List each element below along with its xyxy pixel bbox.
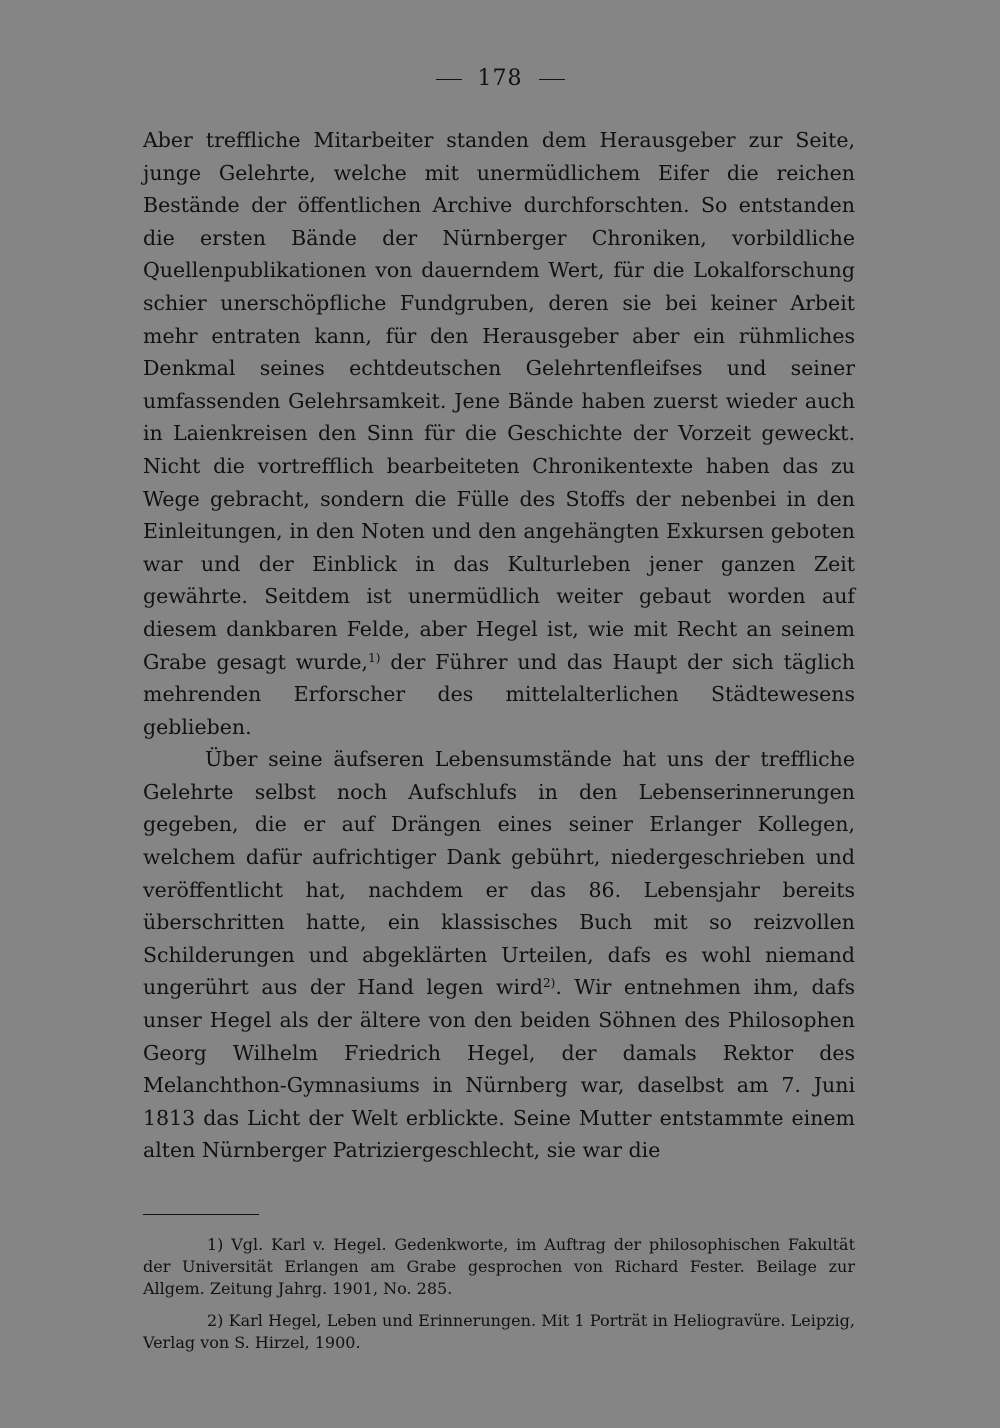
- paragraph-2-text: Über seine äufseren Lebensumstände hat uns der treffliche Gelehrte selbst noch Aufschlufs in den Lebenserinnerungen gegeben, die er auf Drängen eines seiner Erlanger Kollegen, welchem dafür aufrichtiger Dank gebührt, niedergeschrieben und veröffentlicht hat, nachdem er das 86. Lebensjahr bereits überschritten hatte, ein klassisches Buch mit so reizvollen Schilderungen und abgeklärten Urteilen, dafs es wohl niemand ungerührt aus der Hand legen wird: [143, 747, 855, 1000]
- page-number-header: [0, 66, 1000, 91]
- footnote-1-text: Vgl. Karl v. Hegel. Gedenkworte, im Auftrag der philosophischen Fakultät der Universität Erlangen am Grabe gesprochen von Richard Fester. Beilage zur Allgem. Zeitung Jahrg. 1901, No. 285.: [143, 1235, 855, 1298]
- footnote-2: [143, 1310, 855, 1354]
- footnote-ref-2: 2): [543, 976, 556, 991]
- page-number: 178: [477, 66, 523, 91]
- paragraph-1: [143, 124, 855, 743]
- paragraph-1-text-cont: der Führer und das Haupt der sich täglich mehrenden Erforscher des mittelalterlichen Städtewesens geblieben.: [143, 649, 856, 739]
- footnote-2-mark: 2): [207, 1311, 224, 1330]
- footnote-2-text: Karl Hegel, Leben und Erinnerungen. Mit 1 Porträt in Heliogravüre. Leipzig, Verlag von S. Hirzel, 1900.: [143, 1311, 855, 1352]
- paragraph-2: [143, 743, 855, 1167]
- paragraph-2-text-cont: . Wir entnehmen ihm, dafs unser Hegel als der ältere von den beiden Söhnen des Philosophen Georg Wilhelm Friedrich Hegel, der damals Rektor des Melanchthon-Gymnasiums in Nürnberg war, daselbst am 7. Juni 1813 das Licht der Welt erblickte. Seine Mutter entstammte einem alten Nürnberger Patriziergeschlecht, sie war die: [143, 975, 855, 1163]
- paragraph-1-text: Aber treffliche Mitarbeiter standen dem Herausgeber zur Seite, junge Gelehrte, welche mit unermüdlichem Eifer die reichen Bestände der öffentlichen Archive durchforschten. So entstanden die ersten Bände der Nürnberger Chroniken, vorbildliche Quellenpublikationen von dauerndem Wert, für die Lokalforschung schier unerschöpfliche Fundgruben, deren sie bei keiner Arbeit mehr entraten kann, für den Herausgeber aber ein rühmliches Denkmal seines echtdeutschen Gelehrtenfleifses und seiner umfassenden Gelehrsamkeit. Jene Bände haben zuerst wieder auch in Laienkreisen den Sinn für die Geschichte der Vorzeit geweckt. Nicht die vortrefflich bearbeiteten Chronikentexte haben das zu Wege gebracht, sondern die Fülle des Stoffs der nebenbei in den Einleitungen, in den Noten und den angehängten Exkursen geboten war und der Einblick in das Kulturleben jener ganzen Zeit gewährte. Seitdem ist unermüdlich weiter gebaut worden auf diesem dankbaren Felde, aber Hegel ist, wie mit Recht an seinem Grabe gesagt wurde,: [143, 128, 855, 674]
- footnotes: [143, 1234, 855, 1364]
- footnote-1: [143, 1234, 855, 1300]
- footnote-ref-1: 1): [368, 650, 381, 665]
- body-text: [143, 124, 855, 1167]
- footnote-separator: [143, 1214, 259, 1215]
- header-dash-right: [539, 79, 565, 80]
- footnote-1-mark: 1): [207, 1235, 224, 1254]
- header-dash-left: [436, 79, 462, 80]
